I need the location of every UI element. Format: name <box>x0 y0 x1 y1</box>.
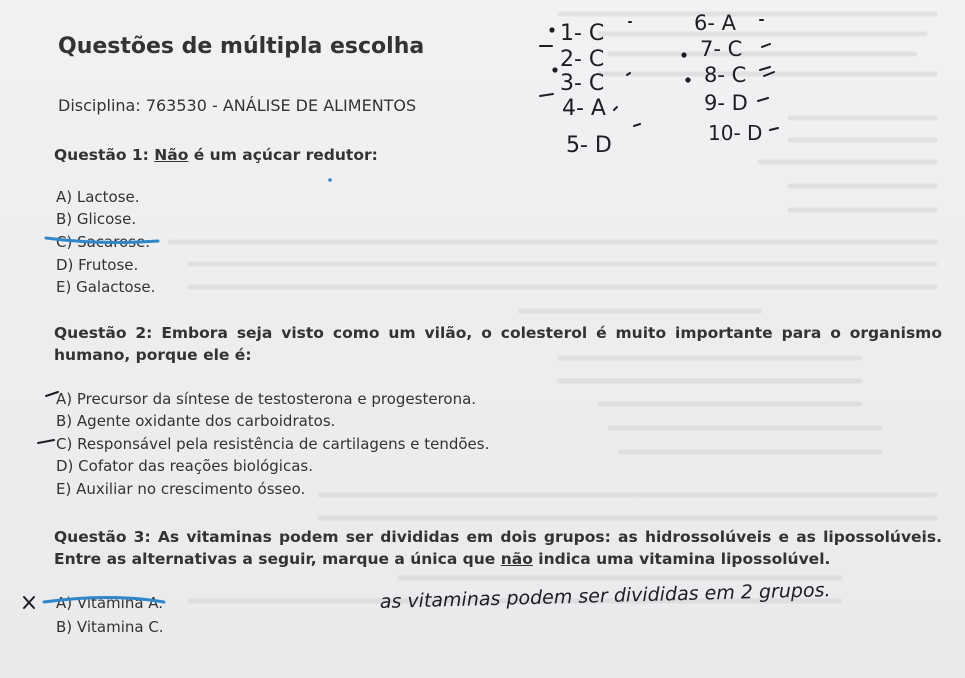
question-3-option-b: B) Vitamina C. <box>56 618 164 636</box>
hw-answer-8: 8- C <box>704 63 747 87</box>
q2c-dash-mark <box>38 440 54 443</box>
q1-strike-mark <box>46 238 158 242</box>
hw-answer-6: 6- A <box>694 11 736 35</box>
question-2-option-c: C) Responsável pela resistência de cartilagens e tendões. <box>56 435 490 453</box>
question-3-text-end: indica uma vitamina lipossolúvel. <box>538 550 831 568</box>
hw-note: as vitaminas podem ser divididas em 2 grupos. <box>379 579 831 613</box>
q3-cross-mark <box>24 597 34 608</box>
hw-answer-9: 9- D <box>704 91 748 115</box>
question-1-label: Questão 1: <box>54 146 149 164</box>
question-1-option-e: E) Galactose. <box>56 278 156 296</box>
question-2-option-d: D) Cofator das reações biológicas. <box>56 457 313 475</box>
question-1-option-a: A) Lactose. <box>56 188 140 206</box>
question-2-label: Questão 2: <box>54 324 153 342</box>
q2a-dash-mark <box>46 392 58 396</box>
question-3-text-start: As vitaminas podem ser divididas em dois grupos: as hidrossolúveis e as lipossolúveis. Entre as alternativas a seguir, marque a única que <box>54 528 942 568</box>
hw-answer-10: 10- D <box>708 121 763 145</box>
question-3-negation: não <box>500 550 533 568</box>
q3-strike-mark <box>44 598 164 603</box>
discipline-label: Disciplina: 763530 - ANÁLISE DE ALIMENTOS <box>58 96 417 115</box>
question-1-option-b: B) Glicose. <box>56 210 137 228</box>
question-1-negation: Não <box>154 146 189 164</box>
question-2-option-b: B) Agente oxidante dos carboidratos. <box>56 412 336 430</box>
hw-answer-7: 7- C <box>700 37 743 61</box>
question-2-option-e: E) Auxiliar no crescimento ósseo. <box>56 480 306 498</box>
question-3-label: Questão 3: <box>54 528 151 546</box>
hw-answer-4: 4- A <box>562 96 606 121</box>
question-1-option-c: C) Sacarose. <box>56 233 151 251</box>
hw-answer-3: 3- C <box>560 71 605 96</box>
question-1-option-d: D) Frutose. <box>56 256 139 274</box>
hw-answer-1: 1- C <box>560 21 605 46</box>
hw-answer-5: 5- D <box>566 133 612 158</box>
question-2-text: Embora seja visto como um vilão, o colesterol é muito importante para o organismo humano, porque ele é: <box>54 324 942 364</box>
page-title: Questões de múltipla escolha <box>58 34 425 59</box>
ink-dot <box>328 178 332 182</box>
question-2-option-a: A) Precursor da síntese de testosterona e progesterona. <box>56 390 477 408</box>
question-3-option-a: A) Vitamina A. <box>56 594 164 612</box>
question-1-text: é um açúcar redutor: <box>193 146 378 164</box>
hw-answer-2: 2- C <box>560 47 605 72</box>
